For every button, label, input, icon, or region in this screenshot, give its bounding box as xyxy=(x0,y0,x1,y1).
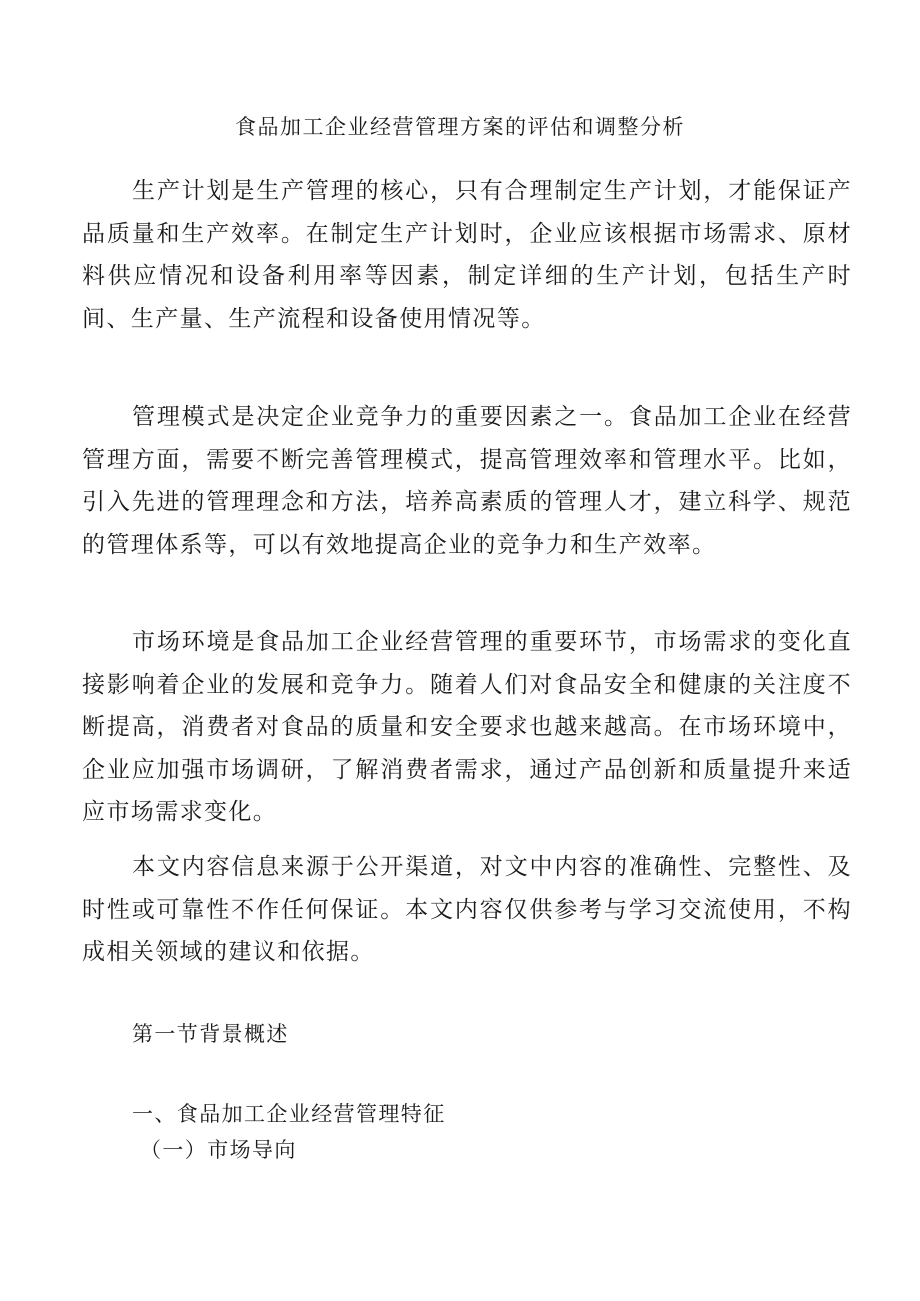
paragraph-disclaimer: 本文内容信息来源于公开渠道，对文中内容的准确性、完整性、及时性或可靠性不作任何保证。本文内容仅供参考与学习交流使用，不构成相关领域的建议和依据。 xyxy=(82,854,852,965)
document-title: 食品加工企业经营管理方案的评估和调整分析 xyxy=(235,115,685,139)
paragraph-production-plan: 生产计划是生产管理的核心，只有合理制定生产计划，才能保证产品质量和生产效率。在制定生产计划时，企业应该根据市场需求、原材料供应情况和设备利用率等因素，制定详细的生产计划，包括生产时间、生产量、生产流程和设备使用情况等。 xyxy=(82,178,852,332)
paragraph-management-mode: 管理模式是决定企业竞争力的重要因素之一。食品加工企业在经营管理方面，需要不断完善管理模式，提高管理效率和管理水平。比如，引入先进的管理理念和方法，培养高素质的管理人才，建立科学、规范的管理体系等，可以有效地提高企业的竞争力和生产效率。 xyxy=(82,404,852,558)
paragraph-market-environment: 市场环境是食品加工企业经营管理的重要环节，市场需求的变化直接影响着企业的发展和竞争力。随着人们对食品安全和健康的关注度不断提高，消费者对食品的质量和安全要求也越来越高。在市场环境中，企业应加强市场调研，了解消费者需求，通过产品创新和质量提升来适应市场需求变化。 xyxy=(82,629,852,825)
sub-heading: （一）市场导向 xyxy=(140,1138,297,1162)
first-level-heading: 一、食品加工企业经营管理特征 xyxy=(132,1102,446,1126)
section-heading: 第一节背景概述 xyxy=(132,1022,289,1046)
